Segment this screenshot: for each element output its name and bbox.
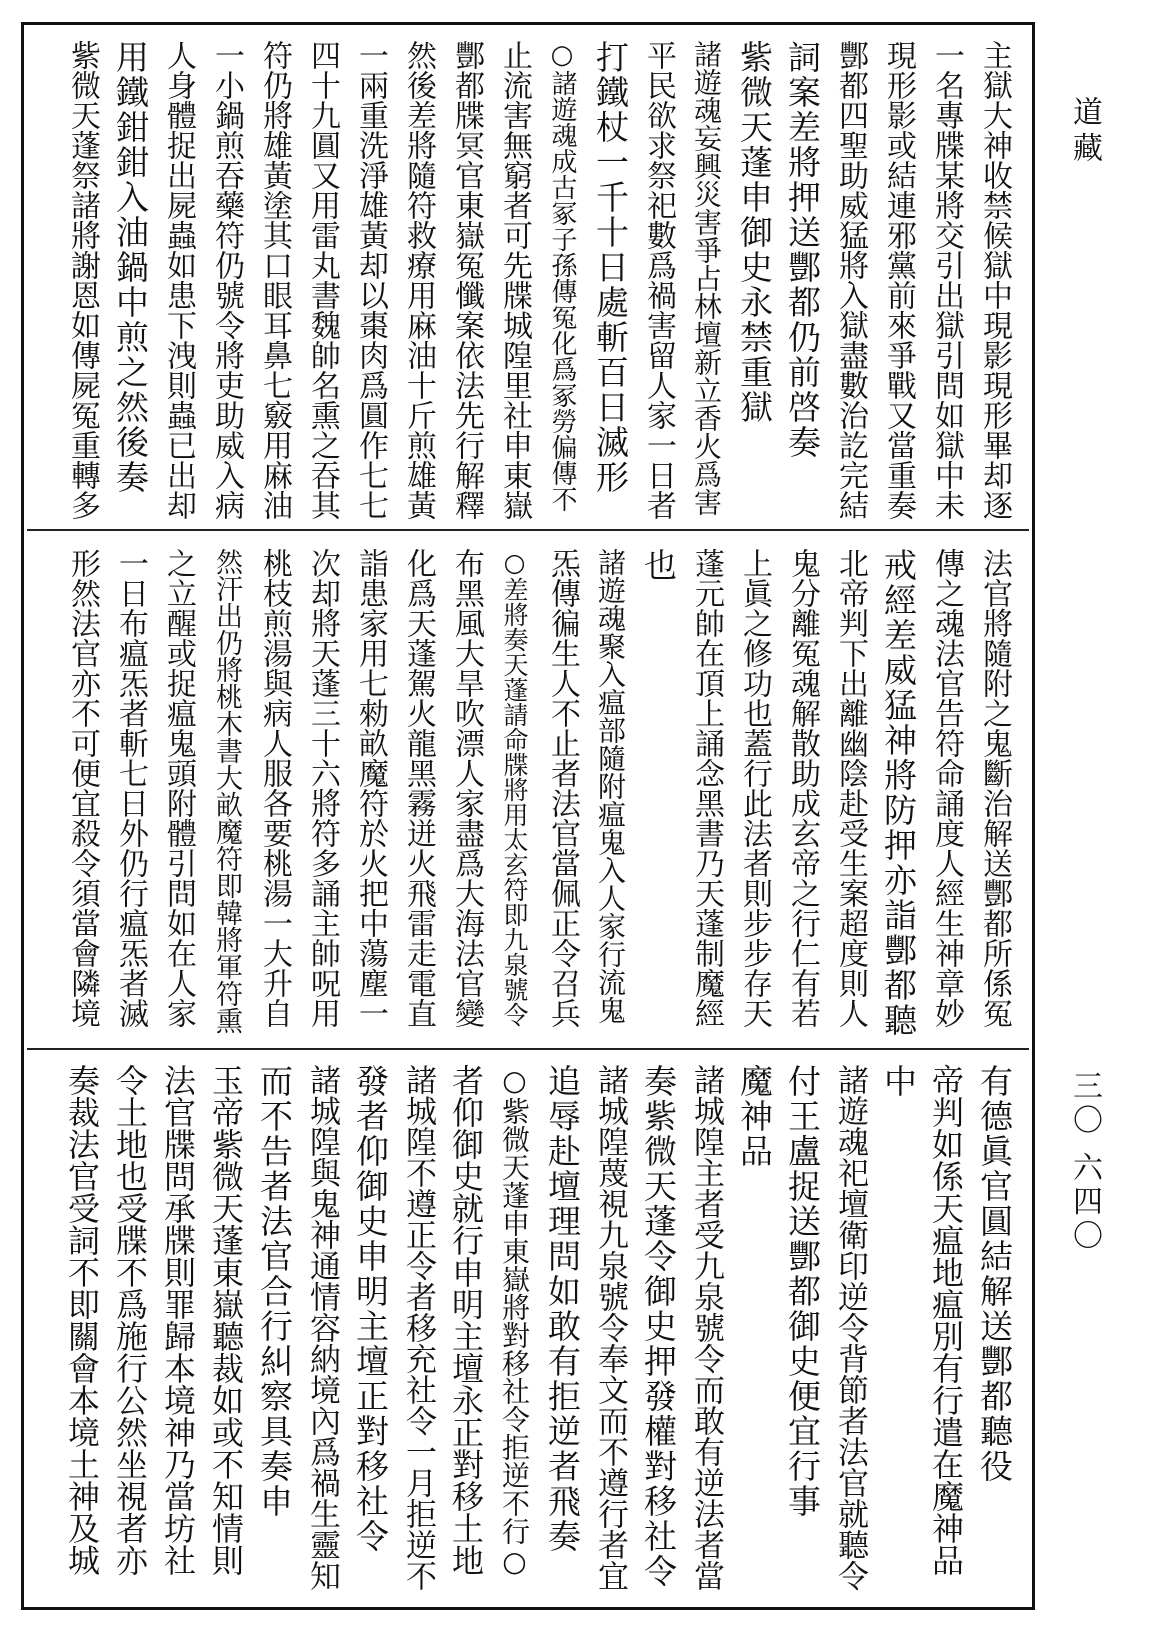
- text-column: ○差將奏天蓬請命牒將用太玄符即九泉號令: [500, 548, 529, 1027]
- text-column: 主獄大神收禁候獄中現影現形畢却逐: [977, 40, 1012, 520]
- panel-divider-top: [27, 529, 1029, 531]
- text-column: 傳之魂法官告符命誦度人經生神章妙: [929, 548, 964, 1028]
- text-column: 者仰御史就行申明主壇永正對移土地: [447, 1064, 485, 1576]
- text-column: 諸城隍不遵正令者移充社令一月拒逆不: [400, 1064, 436, 1591]
- text-column: 平民欲求祭祀數爲禍害留人家一日者: [641, 40, 676, 520]
- text-panel-3: [58, 1064, 1018, 1594]
- text-column: 一日布瘟炁者斬七日外仍行瘟炁者滅: [113, 548, 148, 1028]
- text-column: 諸遊魂聚入瘟部隨附瘟鬼入人家行流鬼: [594, 548, 627, 1024]
- text-column: 諸城隍蔑視九泉號令奉文而不遵行者宜: [592, 1064, 628, 1591]
- text-column: 一小鍋煎吞藥符仍號令將吏助威入病: [209, 40, 244, 520]
- text-column: 紫微天蓬祭諸將謝恩如傳屍冤重轉多: [65, 40, 100, 520]
- text-column: 一名專牒某將交引出獄引問如獄中未: [929, 40, 964, 520]
- text-column: 鬼分離冤魂解散助成玄帝之行仁有若: [785, 548, 820, 1028]
- text-column: 也: [639, 548, 678, 583]
- text-column: 而不告者法官合行糾察具奏申: [255, 1064, 294, 1519]
- text-column: 現形影或結連邪黨前來爭戰又當重奏: [881, 40, 916, 520]
- text-column: 人身體捉出屍蟲如患下洩則蟲已出却: [161, 40, 196, 520]
- text-column: 布黑風大旱吹漂人家盡爲大海法官變: [449, 548, 484, 1028]
- text-column: 酆都牒冥官東嶽冤懺案依法先行解釋: [449, 40, 484, 520]
- text-column: 詞案差將押送酆都仍前啓奏: [783, 40, 822, 460]
- text-column: 法官將隨附之鬼斷治解送酆都所係冤: [977, 548, 1012, 1028]
- page-number: 三〇 六四〇: [1067, 1070, 1102, 1254]
- text-column: 紫微天蓬申御史永禁重獄: [735, 40, 774, 425]
- panel-divider-bottom: [27, 1048, 1029, 1050]
- text-column: ○諸遊魂成古冢子孫傳冤化爲冢勞偏傳不: [547, 40, 577, 512]
- text-column: 戒經差威猛神將防押亦詣酆都聽: [879, 548, 918, 1038]
- text-column: 止流害無窮者可先牒城隍里社申東嶽: [497, 40, 532, 520]
- text-column: 發者仰御史申明主壇正對移社令: [351, 1064, 390, 1554]
- text-panel-2: [58, 548, 1018, 1038]
- text-column: 然汗出仍將桃木書大畝魔符即韓將軍符熏: [211, 548, 242, 1034]
- text-column: 令土地也受牒不爲施行公然坐視者亦: [111, 1064, 149, 1576]
- text-column: 追辱赴壇理問如敢有拒逆者飛奏: [543, 1064, 582, 1554]
- text-column: 桃枝煎湯與病人服各要桃湯一大升自: [257, 548, 292, 1028]
- text-column: 然後差將隨符救療用麻油十斤煎雄黃: [401, 40, 436, 520]
- text-column: 炁傳徧生人不止者法官當佩正令召兵: [545, 548, 580, 1028]
- text-column: 四十九圓又用雷丸書魏帥名熏之吞其: [305, 40, 340, 520]
- text-column: 詣患家用七勑畝魔符於火把中蕩塵一: [353, 548, 388, 1028]
- text-column: 諸遊魂祀壇衛印逆令背節者法官就聽令: [832, 1064, 868, 1591]
- text-column: 化爲天蓬駕火龍黑霧迸火飛雷走電直: [401, 548, 436, 1028]
- text-column: 符仍將雄黃塗其口眼耳鼻七竅用麻油: [257, 40, 292, 520]
- text-column: 用鐵鉗鉗入油鍋中煎之然後奏: [111, 40, 150, 495]
- text-column: 諸城隍與鬼神通情容納境內爲禍生靈知: [304, 1064, 340, 1591]
- text-column: 之立醒或捉瘟鬼頭附體引問如在人家: [161, 548, 196, 1028]
- text-column: 酆都四聖助威猛將入獄盡數治訖完結: [833, 40, 868, 520]
- text-column: 法官牒問承牒則罪歸本境神乃當坊社: [159, 1064, 197, 1576]
- text-column: 北帝判下出離幽陰赴受生案超度則人: [833, 548, 868, 1028]
- text-column: 諸城隍主者受九泉號令而敢有逆法者當: [688, 1064, 724, 1591]
- text-column: 上眞之修功也蓋行此法者則步步存天: [737, 548, 772, 1028]
- text-column: 奏紫微天蓬令御史押發權對移社令: [639, 1064, 678, 1589]
- text-column: 次却將天蓬三十六將符多誦主帥呪用: [305, 548, 340, 1028]
- text-column: 有德眞官圓結解送酆都聽役: [975, 1064, 1014, 1484]
- collection-label: 道藏: [1067, 96, 1102, 168]
- text-column: 中: [879, 1064, 918, 1099]
- text-column: 蓬元帥在頂上誦念黑書乃天蓬制魔經: [689, 548, 724, 1028]
- text-column: ○紫微天蓬申東嶽將對移社令拒逆不行○: [498, 1064, 531, 1578]
- text-column: 玉帝紫微天蓬東嶽聽裁如或不知情則: [207, 1064, 245, 1576]
- text-column: 帝判如係天瘟地瘟別有行遣在魔神品: [927, 1064, 965, 1576]
- text-panel-1: [58, 40, 1018, 520]
- text-column: 諸遊魂妄興災害爭占林壇新立香火爲害: [690, 40, 723, 516]
- text-column: 打鐵杖一千十日處斬百日滅形: [591, 40, 630, 495]
- text-column: 付王盧捉送酆都御史便宜行事: [783, 1064, 822, 1519]
- text-column: 一兩重洗淨雄黃却以棗肉爲圓作七七: [353, 40, 388, 520]
- text-column: 形然法官亦不可便宜殺令須當會隣境: [65, 548, 100, 1028]
- text-column: 奏裁法官受詞不即關會本境土神及城: [63, 1064, 101, 1576]
- text-column: 魔神品: [735, 1064, 774, 1169]
